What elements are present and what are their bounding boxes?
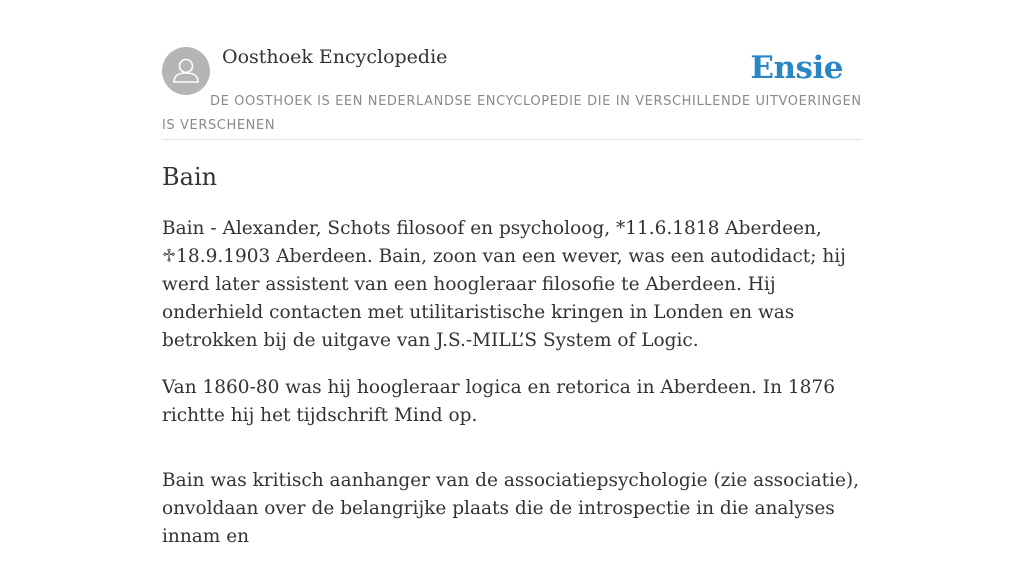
site-tagline: DE OOSTHOEK IS EEN NEDERLANDSE ENCYCLOPEDIE DIE IN VERSCHILLENDE UITVOERINGEN IS VERSCHENEN — [162, 94, 862, 133]
user-icon[interactable] — [162, 47, 210, 95]
article-paragraph: Bain was kritisch aanhanger van de associatiepsychologie (zie associatie), onvoldaan over de belangrijke plaats die de introspectie in die analyses innam en — [162, 470, 860, 547]
page-container — [162, 0, 862, 547]
article-body — [162, 215, 874, 570]
site-header — [162, 0, 862, 140]
brand-logo[interactable]: Ensie — [750, 50, 843, 86]
article-paragraph: Bain - Alexander, Schots filosoof en psycholoog, *11.6.1818 Aberdeen, ♱18.9.1903 Aberdeen. Bain, zoon van een wever, was een autodidact; hij werd later assistent van een hoogleraar filosofie te Aberdeen. Hij onderhield contacten met utilitaristische kringen in Londen en was betrokken bij de uitgave van J.S.-MILL’S System of Logic. — [162, 218, 846, 351]
article-paragraph: Van 1860-80 was hij hoogleraar logica en retorica in Aberdeen. In 1876 richtte hij het tijdschrift Mind op. — [162, 377, 835, 426]
site-title[interactable]: Oosthoek Encyclopedie — [222, 46, 448, 68]
article-title: Bain — [162, 163, 218, 191]
